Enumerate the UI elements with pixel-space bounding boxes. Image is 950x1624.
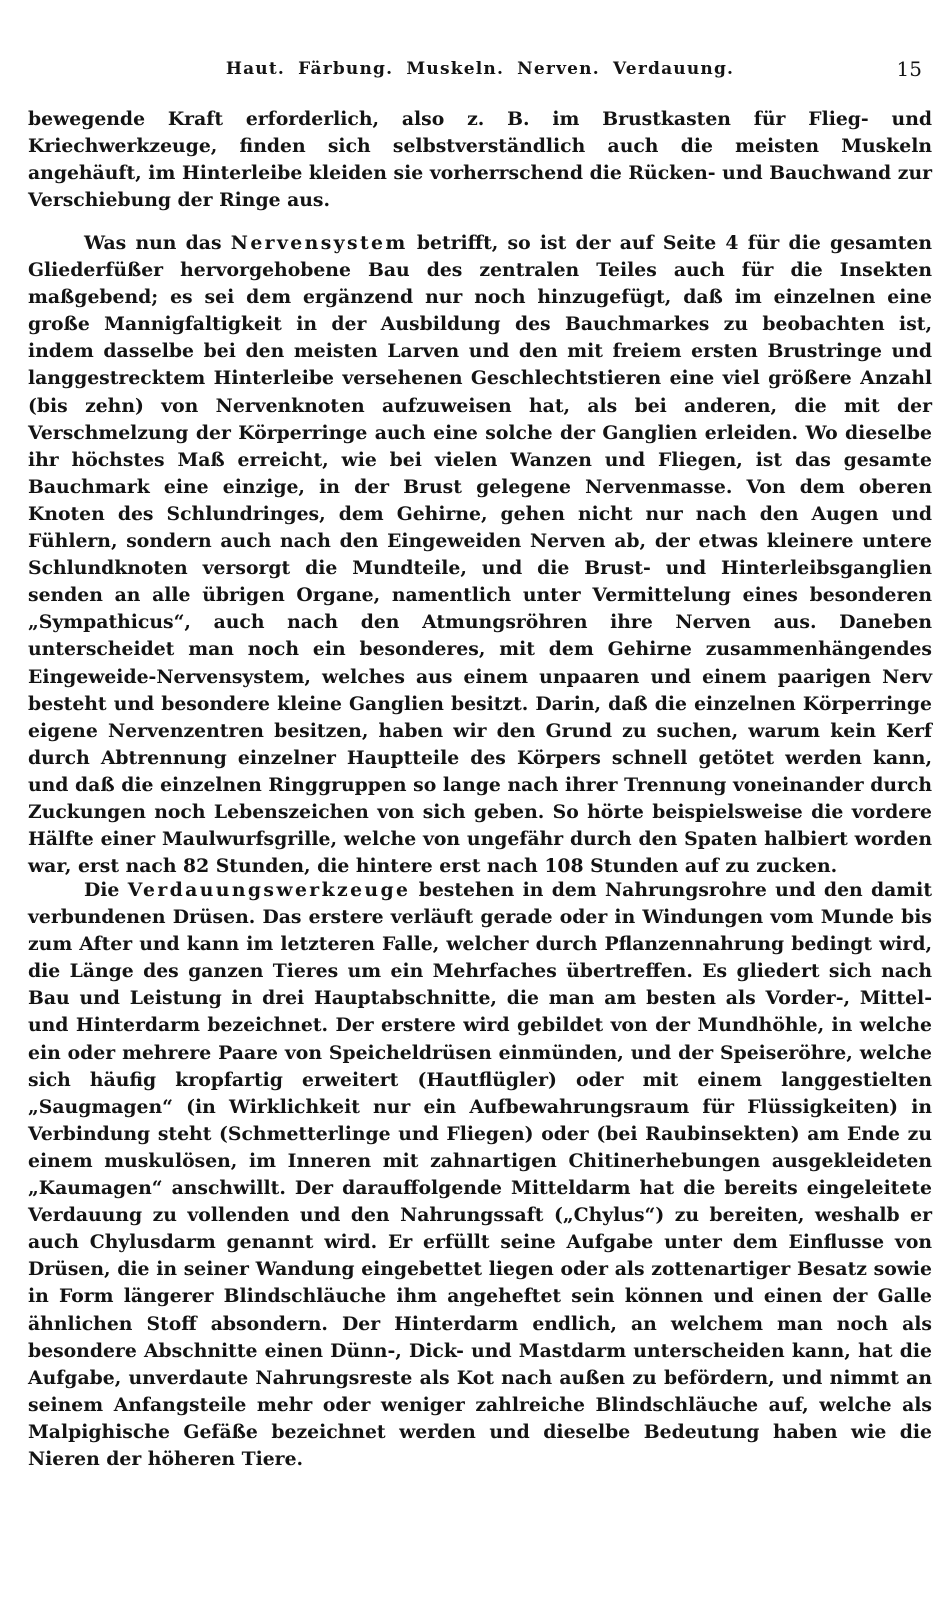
paragraph-lead: Was nun das — [84, 232, 231, 254]
running-title: Haut. Färbung. Muskeln. Nerven. Verdauung. — [225, 59, 735, 79]
emphasized-term: Nervensystem — [230, 232, 408, 254]
paragraph-nervous-system — [28, 230, 932, 880]
page-number: 15 — [896, 57, 922, 81]
page-header — [28, 55, 932, 85]
paragraph-text: bestehen in dem Nahrungsrohre und den damit verbundenen Drüsen. Das erstere verläuft gerade oder in Windungen vom Munde bis zum After und kann im letzteren Falle, welcher durch Pflanzennahrung bedingt wird, die Länge des ganzen Tieres um ein Mehrfaches übertreffen. Es gliedert sich nach Bau und Leistung in drei Hauptabschnitte, die man am besten als Vorder-, Mittel- und Hinterdarm bezeichnet. Der erstere wird gebildet von der Mundhöhle, in welche ein oder mehrere Paare von Speicheldrüsen einmünden, und der Speiseröhre, welche sich häufig kropfartig erweitert (Hautflügler) oder mit einem langgestielten „Saugmagen“ (in Wirklichkeit nur ein Aufbewahrungsraum für Flüssigkeiten) in Verbindung steht (Schmetterlinge und Fliegen) oder (bei Raubinsekten) am Ende zu einem muskulösen, im Inneren mit zahnartigen Chitinerhebungen ausgekleideten „Kaumagen“ anschwillt. Der darauffolgende Mitteldarm hat die bereits eingeleitete Verdauung zu vollenden und den Nahrungssaft („Chylus“) zu bereiten, weshalb er auch Chylusdarm genannt wird. Er erfüllt seine Aufgabe unter dem Einflusse von Drüsen, die in seiner Wandung eingebettet liegen oder als zottenartiger Besatz sowie in Form längerer Blindschläuche ihm angeheftet sein können und einen der Galle ähnlichen Stoff absondern. Der Hinterdarm endlich, an welchem man noch als besondere Abschnitte einen Dünn-, Dick- und Mastdarm unterscheiden kann, hat die Aufgabe, unverdaute Nahrungsreste als Kot nach außen zu befördern, und nimmt an seinem Anfangsteile mehr oder weniger zahlreiche Blindschläuche auf, welche als Malpighische Gefäße bezeichnet werden und dieselbe Bedeutung haben wie die Nieren der höheren Tiere. — [28, 879, 932, 1470]
paragraph-digestion — [28, 877, 932, 1473]
book-page — [28, 0, 932, 1624]
paragraph-lead: Die — [84, 879, 128, 901]
paragraph-text: bewegende Kraft erforderlich, also z. B. im Brustkasten für Flieg- und Kriechwerkzeuge, finden sich selbstverständlich auch die meisten Muskeln angehäuft, im Hinterleibe kleiden sie vorherrschend die Rücken- und Bauchwand zur Verschiebung der Ringe aus. — [28, 108, 932, 212]
paragraph-muscles — [28, 106, 932, 214]
emphasized-term: Verdauungswerkzeuge — [127, 879, 411, 901]
paragraph-text: betrifft, so ist der auf Seite 4 für die gesamten Gliederfüßer hervorgehobene Bau des zentralen Teiles auch für die Insekten maßgebend; es sei dem ergänzend nur noch hinzugefügt, daß im einzelnen eine große Mannigfaltigkeit in der Ausbildung des Bauchmarkes zu beobachten ist, indem dasselbe bei den meisten Larven und den mit freiem ersten Brustringe und langgestrecktem Hinterleibe versehenen Geschlechtstieren eine viel größere Anzahl (bis zehn) von Nervenknoten aufzuweisen hat, als bei anderen, die mit der Verschmelzung der Körperringe auch eine solche der Ganglien erleiden. Wo dieselbe ihr höchstes Maß erreicht, wie bei vielen Wanzen und Fliegen, ist das gesamte Bauchmark eine einzige, in der Brust gelegene Nervenmasse. Von dem oberen Knoten des Schlundringes, dem Gehirne, gehen nicht nur nach den Augen und Fühlern, sondern auch nach den Eingeweiden Nerven ab, der etwas kleinere untere Schlundknoten versorgt die Mundteile, und die Brust- und Hinterleibsganglien senden an alle übrigen Organe, namentlich unter Vermittelung eines besonderen „Sympathicus“, auch nach den Atmungsröhren ihre Nerven aus. Daneben unterscheidet man noch ein besonderes, mit dem Gehirne zusammenhängendes Eingeweide-Nervensystem, welches aus einem unpaaren und einem paarigen Nerv besteht und besondere kleine Ganglien besitzt. Darin, daß die einzelnen Körperringe eigene Nervenzentren besitzen, haben wir den Grund zu suchen, warum kein Kerf durch Abtrennung einzelner Hauptteile des Körpers schnell getötet werden kann, und daß die einzelnen Ringgruppen so lange nach ihrer Trennung voneinander durch Zuckungen noch Lebenszeichen von sich geben. So hörte beispielsweise die vordere Hälfte einer Maulwurfsgrille, welche von ungefähr durch den Spaten halbiert worden war, erst nach 82 Stunden, die hintere erst nach 108 Stunden auf zu zucken. — [28, 232, 932, 878]
